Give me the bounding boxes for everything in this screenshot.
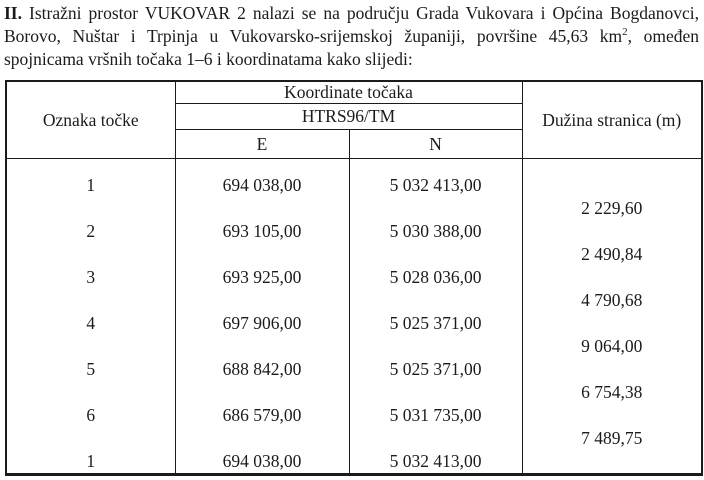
length-gap: [522, 266, 702, 289]
point-row: [6, 174, 702, 197]
gap-cell: [6, 427, 175, 450]
spacer-row: [6, 159, 702, 175]
length-gap: [522, 450, 702, 475]
side-length-row: [6, 381, 702, 404]
paragraph-line-2-tail: , omeđen: [627, 26, 699, 46]
coordinates-table-body: [6, 159, 702, 475]
side-length: 2 229,60: [522, 197, 702, 220]
spacer-cell: [6, 159, 175, 175]
point-e: 688 842,00: [175, 358, 349, 381]
paragraph-line-1-text: Istražni prostor VUKOVAR 2 nalazi se na području Grada Vukovara i Općina Bogdanovci,: [22, 3, 699, 23]
length-gap: [522, 358, 702, 381]
paragraph-line-2: [4, 25, 699, 48]
side-length: 7 489,75: [522, 427, 702, 450]
point-n: 5 028 036,00: [349, 266, 522, 289]
gap-cell: [175, 289, 349, 312]
point-id: 1: [6, 174, 175, 197]
point-n: 5 025 371,00: [349, 312, 522, 335]
gap-cell: [349, 427, 522, 450]
gap-cell: [6, 335, 175, 358]
point-id: 3: [6, 266, 175, 289]
gap-cell: [175, 381, 349, 404]
point-n: 5 032 413,00: [349, 174, 522, 197]
side-length: 6 754,38: [522, 381, 702, 404]
side-length: 2 490,84: [522, 243, 702, 266]
gap-cell: [349, 197, 522, 220]
gap-cell: [6, 197, 175, 220]
intro-paragraph: [4, 2, 699, 71]
gap-cell: [349, 335, 522, 358]
gap-cell: [6, 289, 175, 312]
paragraph-line-3: spojnicama vršnih točaka 1–6 i koordinatama kako slijedi:: [4, 49, 413, 69]
header-e: E: [175, 130, 349, 159]
header-n: N: [349, 130, 522, 159]
point-id: 6: [6, 404, 175, 427]
spacer-cell: [175, 159, 349, 175]
point-n: 5 031 735,00: [349, 404, 522, 427]
document-page: [0, 2, 704, 480]
point-n: 5 025 371,00: [349, 358, 522, 381]
gap-cell: [175, 197, 349, 220]
side-length-row: [6, 243, 702, 266]
point-row: [6, 358, 702, 381]
point-row: [6, 220, 702, 243]
gap-cell: [175, 335, 349, 358]
header-point-label: Oznaka točke: [6, 81, 175, 159]
point-e: 686 579,00: [175, 404, 349, 427]
superscript-2: 2: [622, 26, 628, 39]
point-e: 697 906,00: [175, 312, 349, 335]
length-gap: [522, 220, 702, 243]
paragraph-line-1: [4, 2, 699, 25]
point-id: 5: [6, 358, 175, 381]
spacer-cell: [522, 159, 702, 175]
side-length: 4 790,68: [522, 289, 702, 312]
point-row: [6, 450, 702, 475]
side-length-row: [6, 335, 702, 358]
point-row: [6, 312, 702, 335]
gap-cell: [6, 381, 175, 404]
length-gap: [522, 312, 702, 335]
header-coordinates-group: Koordinate točaka: [175, 81, 522, 104]
gap-cell: [349, 381, 522, 404]
coordinates-table: [5, 80, 703, 476]
header-crs: HTRS96/TM: [175, 104, 522, 130]
point-row: [6, 266, 702, 289]
gap-cell: [175, 243, 349, 266]
spacer-cell: [349, 159, 522, 175]
point-id: 4: [6, 312, 175, 335]
side-length-row: [6, 289, 702, 312]
gap-cell: [6, 243, 175, 266]
length-gap: [522, 174, 702, 197]
point-id: 2: [6, 220, 175, 243]
point-n: 5 032 413,00: [349, 450, 522, 475]
gap-cell: [175, 427, 349, 450]
point-e: 694 038,00: [175, 174, 349, 197]
length-gap: [522, 404, 702, 427]
gap-cell: [349, 289, 522, 312]
point-n: 5 030 388,00: [349, 220, 522, 243]
point-row: [6, 404, 702, 427]
header-length-label: Dužina stranica (m): [522, 81, 702, 159]
paragraph-line-2-text: Borovo, Nuštar i Trpinja u Vukovarsko-srijemskoj županiji, površine 45,63 km: [4, 26, 623, 46]
coordinates-table-header: [6, 81, 702, 159]
point-e: 694 038,00: [175, 450, 349, 475]
point-id: 1: [6, 450, 175, 475]
side-length-row: [6, 197, 702, 220]
section-number: II.: [4, 3, 22, 23]
gap-cell: [349, 243, 522, 266]
point-e: 693 105,00: [175, 220, 349, 243]
side-length-row: [6, 427, 702, 450]
point-e: 693 925,00: [175, 266, 349, 289]
side-length: 9 064,00: [522, 335, 702, 358]
